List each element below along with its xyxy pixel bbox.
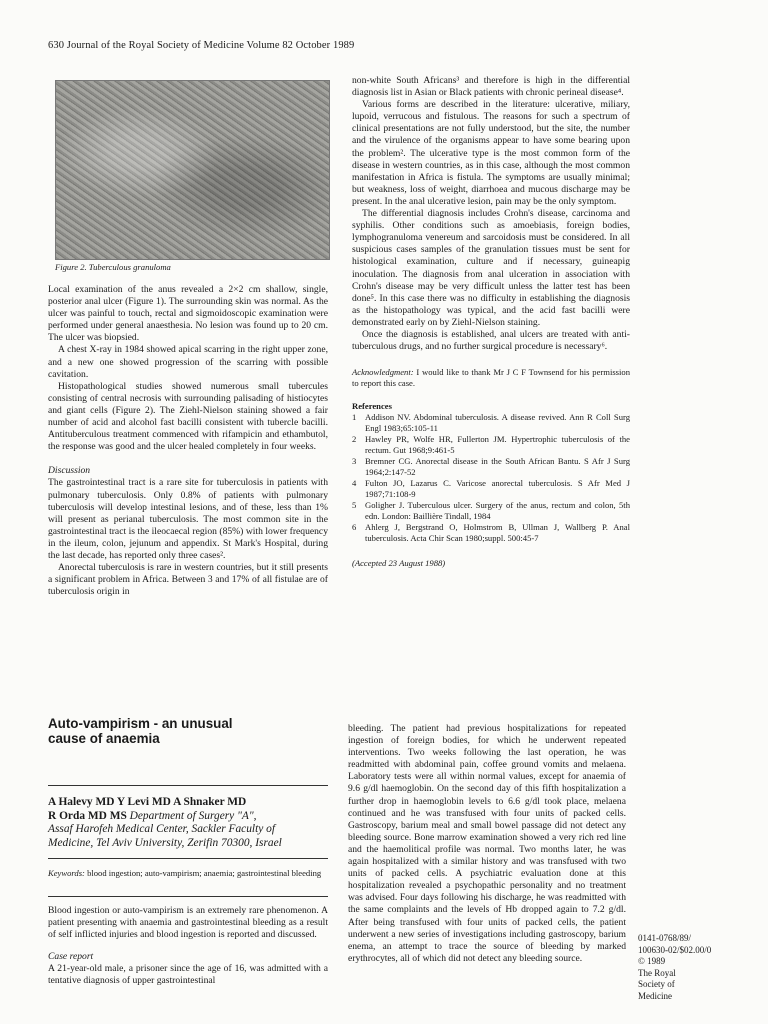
figure-caption: Figure 2. Tuberculous granuloma [55,262,171,272]
issn-line: 100630-02/$02.00/0 [638,944,712,955]
article-title [48,716,233,746]
reference-text: Fulton JO, Lazarus C. Varicose anorectal tuberculosis. S Afr Med J 1987;71:108-9 [365,478,630,500]
publisher-line: Medicine [638,990,672,1001]
reference-number: 3 [352,456,357,467]
reference-text: Bremner CG. Anorectal disease in the South African Bantu. S Afr J Surg 1964;2:147-52 [365,456,630,478]
issn-block [638,933,711,1002]
paragraph: Once the diagnosis is established, anal ulcers are treated with anti-tuberculous drugs, and no further surgical procedure is necessary⁶. [352,328,630,353]
ack-text: I would like to thank Mr J C F Townsend for his permission to report this case. [352,367,630,389]
abstract: Blood ingestion or auto-vampirism is an extremely rare phenomenon. A patient presenting with anaemia and gastrointestinal bleeding as a result of self inflicted injuries and blood ingestion is reported and discussed. [48,905,328,941]
reference-item [352,522,630,544]
accepted-date: (Accepted 23 August 1988) [352,558,446,569]
references-heading: References [352,401,392,412]
reference-number: 5 [352,500,357,511]
authors-block [48,796,338,850]
references-list [352,412,630,544]
paragraph: Various forms are described in the literature: ulcerative, miliary, lupoid, verrucous and fistulous. The reasons for such a spectrum of clinical presentations are not fully understood, but the site, the number and the virulence of the organisms appear to have some bearing upon the problem². The ulcerative type is the most common form of the disease in western countries, as in this case, although the most common manifestation in Africa is fistula. The symptoms are usually minimal; but weakness, loss of weight, diarrhoea and mucous discharge may be present. In the anal ulcerative lesion, pain may be the only symptom. [352,99,630,207]
issn-line: 0141-0768/89/ [638,933,691,943]
article-title-line: Auto-vampirism - an unusual [48,716,233,731]
section-heading: Case report [48,951,94,963]
right-column [352,75,630,569]
keywords-label: Keywords: [48,868,85,878]
publisher-line: Society of [638,979,675,989]
article2-right-column [348,723,626,965]
running-header: 630 Journal of the Royal Society of Medicine Volume 82 October 1989 [48,40,355,51]
paragraph: The gastrointestinal tract is a rare site for tuberculosis in patients with pulmonary tuberculosis. Only 0.8% of patients with pulmonary tuberculosis will develop intestinal lesions, and of these, less than 1% will present as perianal tuberculosis. The most common site in the gastrointestinal tract is the ileocaecal region (85%) with lower frequency in the ileum, colon, jejunum and appendix. St Mark's Hospital, during the last decade, has reported only three cases². [48,477,328,561]
authors-line: A Halevy MD Y Levi MD A Shnaker MD [48,796,247,808]
article-title-line: cause of anaemia [48,731,160,746]
department: Department of Surgery "A", [126,809,257,822]
copyright-line: © 1989 [638,956,666,966]
divider [48,785,328,786]
ack-label: Acknowledgment: [352,367,414,378]
keywords [48,868,326,879]
authors-line [48,810,338,824]
keywords-text: blood ingestion; auto-vampirism; anaemia; gastrointestinal bleeding [84,868,322,878]
affiliation-line: Assaf Harofeh Medical Center, Sackler Faculty of [48,823,276,835]
acknowledgment [352,367,630,389]
reference-number: 4 [352,478,357,489]
section-heading: Discussion [48,465,91,477]
paragraph: Local examination of the anus revealed a 2×2 cm shallow, single, posterior anal ulcer (Figure 1). The surrounding skin was normal. As the ulcer was painful to touch, rectal and sigmoidoscopic examination were performed under general anaesthesia. No lesion was found up to 20 cm. The ulcer was biopsied. [48,284,328,344]
reference-item [352,456,630,478]
reference-number: 6 [352,522,357,533]
reference-text: Ahlerg J, Bergstrand O, Holmstrom B, Ullman J, Wallberg P. Anal tuberculosis. Acta Chir Scan 1980;suppl. 500:45-7 [365,522,630,544]
divider [48,858,328,859]
reference-number: 1 [352,412,357,423]
reference-text: Hawley PR, Wolfe HR, Fullerton JM. Hypertrophic tuberculosis of the rectum. Gut 1968;9:461-5 [365,434,630,456]
paragraph: The differential diagnosis includes Crohn's disease, carcinoma and syphilis. Other conditions such as amoebiasis, foreign bodies, lymphogranuloma venereum and sarcoidosis must be considered. In all suspicious cases samples of the granulation tissues must be sent for histological examination, culture and if necessary, guineapig inoculation. The diagnosis from anal ulceration in association with Crohn's disease may be very difficult unless the latter test has been done⁵. In this case there was no difficulty in establishing the diagnosis as the histopathology was typical, and the acid fast bacilli were demonstrated early on by Ziehl-Nielson staining. [352,208,630,328]
paragraph: Anorectal tuberculosis is rare in western countries, but it still presents a significant problem in Africa. Between 3 and 17% of all fistulae are of tuberculosis origin in [48,562,328,598]
article2-left-column [48,905,328,988]
reference-item [352,412,630,434]
reference-text: Addison NV. Abdominal tuberculosis. A disease revived. Ann R Coll Surg Engl 1983;65:105-11 [365,412,630,434]
publisher-line: The Royal [638,967,676,978]
paragraph: non-white South Africans³ and therefore is high in the differential diagnosis list in Asian or Black patients with chronic perineal disease⁴. [352,75,630,99]
paragraph: bleeding. The patient had previous hospitalizations for repeated ingestion of foreign bodies, for which he underwent repeated interventions. Two weeks following the last operation, he was readmitted with abdominal pain, coffee ground vomits and melaena. Laboratory tests were all within normal values, except for anaemia of 9.6 g/dl haemoglobin. On the second day of this fifth hospitalization a further drop in haemoglobin levels to 6.6 g/dl took place, melaena continued and he was transfused with four units of packed cells. Gastroscopy, barium meal and small bowel passage did not detect any bleeding source. Bone marrow examination showed a very rich red line and the haemolitical profile was normal. Two months later, he was again hospitalized with a similar history and was transfused with two units of packed cells. A psychiatric evaluation done at this hospitalization revealed a psychopathic personality and no treatment was advised. Four days following his discharge, he was readmitted with the same complaints and the levels of Hb dropped again to 7.2 g/dl. After being transfused with four units of packed cells, the patient underwent a new series of investigations including gastroscopy, barium enema, an attempt to trace the source of bleeding by marked erythrocytes, all of which did not detect any bleeding source. [348,723,626,964]
paragraph: A chest X-ray in 1984 showed apical scarring in the right upper zone, and a new one showed progression of the scarring with possible cavitation. [48,344,328,380]
reference-number: 2 [352,434,357,445]
left-column [48,284,328,598]
reference-item [352,434,630,456]
affiliation-line: Medicine, Tel Aviv University, Zerifin 70300, Israel [48,836,282,849]
reference-text: Goligher J. Tuberculous ulcer. Surgery of the anus, rectum and colon, 5th edn. London: Baillière Tindall, 1984 [365,500,630,522]
paragraph: Histopathological studies showed numerous small tubercules consisting of central necrosis with surrounding palisading of histiocytes and giant cells (Figure 2). The Ziehl-Nielson staining showed a fair number of acid and alcohol fast bacilli consistent with tubercle bacilli. Antituberculous treatment commenced with rifampicin and ethambutol, the response was good and the ulcer healed completely in four weeks. [48,380,328,453]
author-names: R Orda MD MS [48,809,127,822]
paragraph: A 21-year-old male, a prisoner since the age of 16, was admitted with a tentative diagnosis of upper gastrointestinal [48,963,328,987]
reference-item [352,500,630,522]
reference-item [352,478,630,500]
divider [48,896,328,897]
figure-image [55,80,330,260]
